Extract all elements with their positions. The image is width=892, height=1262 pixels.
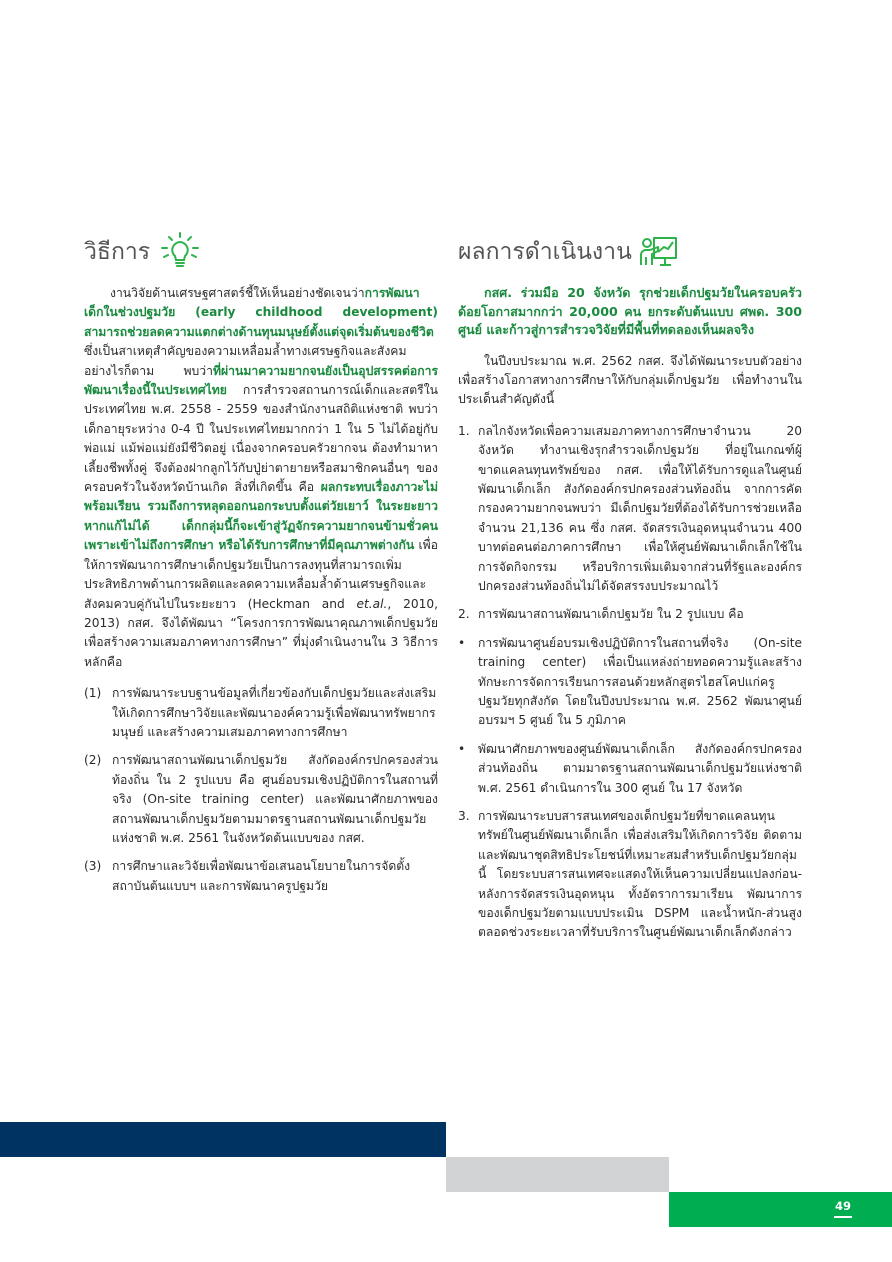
footer-band-navy [0,1122,446,1157]
result-text: การพัฒนาศูนย์อบรมเชิงปฏิบัติการในสถานที่จริง (On-site training center) เพื่อเป็นแหล่งถ่ายทอดความรู้และสร้างทักษะการจัดการเรียนการสอนด้วยหลักสูตรไฮสโคปแก่ครูปฐมวัยทุกสังกัด โดยในปีงบประมาณ พ.ศ. 2562 พัฒนาศูนย์อบรมฯ 5 ศูนย์ ใน 5 ภูมิภาค [478,635,802,728]
methods-title: วิธีการ [84,239,151,265]
method-text: การพัฒนาระบบฐานข้อมูลที่เกี่ยวข้องกับเด็กปฐมวัยและส่งเสริมให้เกิดการศึกษาวิจัยและพัฒนาองค์ความรู้เพื่อพัฒนาทรัพยากรมนุษย์ และสร้างความเสมอภาคทางการศึกษา [112,686,437,739]
result-item [458,422,802,597]
method-text: การศึกษาและวิจัยเพื่อพัฒนาข้อเสนอนโยบายในการจัดตั้งสถาบันต้นแบบฯ และการพัฒนาครูปฐมวัย [112,859,411,893]
result-bullet [458,634,802,731]
result-bullet [458,740,802,798]
result-text: กลไกจังหวัดเพื่อความเสมอภาคทางการศึกษาจำนวน 20 จังหวัด ทำงานเชิงรุกสำรวจเด็กปฐมวัย ที่อยู่ในเกณฑ์ผู้ขาดแคลนทุนทรัพย์ของ กสศ. เพื่อให้ได้รับการดูแลในศูนย์พัฒนาเด็กเล็ก สังกัดองค์กรปกครองส่วนท้องถิ่น จากการคัดกรองความยากจนพบว่า มีเด็กปฐมวัยที่ต้องได้รับการช่วยเหลือ จำนวน 21,136 คน ซึ่ง กสศ. จัดสรรเงินอุดหนุนจำนวน 400 บาทต่อคนต่อภาคการศึกษา เพื่อให้ศูนย์พัฒนาเด็กเล็กใช้ในการจัดกิจกรรม หรือบริการเพิ่มเติมจากส่วนที่รัฐและองค์กรปกครองส่วนท้องถิ่นไม่ได้จัดสรรงบประมาณไว้ [478,423,802,593]
method-number: (1) [84,686,102,701]
results-section [458,230,802,943]
results-heading [458,230,802,274]
intro-text-1: งานวิจัยด้านเศรษฐศาสตร์ชี้ให้เห็นอย่างชัดเจนว่า [110,286,365,300]
bullet-icon: • [458,635,466,650]
intro-highlight-2: ที่ผ่านมาความยากจนยังเป็นอุปสรรคต่อการพัฒนาเรื่องนี้ในประเทศไทย [84,363,438,398]
method-number: (3) [84,859,102,874]
result-item [458,605,802,624]
result-item [458,807,802,943]
results-title: ผลการดำเนินงาน [458,239,632,265]
intro-text-2: ซึ่งเป็นสาเหตุสำคัญของความเหลื่อมล้ำทางเศรษฐกิจและสังคม อย่างไรก็ตาม พบว่า [84,344,407,378]
result-text: การพัฒนาสถานพัฒนาเด็กปฐมวัย ใน 2 รูปแบบ คือ [478,607,744,622]
bullet-icon: • [458,741,466,756]
method-item [84,857,438,896]
method-item [84,751,438,848]
lightbulb-icon [156,232,204,272]
result-text: การพัฒนาระบบสารสนเทศของเด็กปฐมวัยที่ขาดแคลนทุนทรัพย์ในศูนย์พัฒนาเด็กเล็ก เพื่อส่งเสริมให้เกิดการวิจัย ติดตาม และพัฒนาชุดสิทธิประโยชน์ที่เหมาะสมสำหรับเด็กปฐมวัยกลุ่มนี้ โดยระบบสารสนเทศจะแสดงให้เห็นความเปลี่ยนแปลงก่อน-หลังการจัดสรรเงินอุดหนุน ทั้งอัตราการมาเรียน พัฒนาการของเด็กปฐมวัยตามแบบประเมิน DSPM และน้ำหนัก-ส่วนสูง ตลอดช่วงระยะเวลาที่รับบริการในศูนย์พัฒนาเด็กเล็กดังกล่าว [478,809,802,940]
result-number: 1. [458,423,470,438]
results-lead: กสศ. ร่วมมือ 20 จังหวัด รุกช่วยเด็กปฐมวัยในครอบครัวด้อยโอกาสมากกว่า 20,000 คน ยกระดับต้นแบบ ศพด. 300 ศูนย์ และก้าวสู่การสำรวจวิจัยที่มีพื้นที่ทดลองเห็นผลจริง [458,285,802,337]
result-text: พัฒนาศักยภาพของศูนย์พัฒนาเด็กเล็ก สังกัดองค์กรปกครองส่วนท้องถิ่น ตามมาตรฐานสถานพัฒนาเด็กปฐมวัยแห่งชาติ พ.ศ. 2561 ดำเนินการใน 300 ศูนย์ ใน 17 จังหวัด [478,741,802,795]
method-number: (2) [84,753,102,768]
intro-text-3: การสำรวจสถานการณ์เด็กและสตรีในประเทศไทย พ.ศ. 2558 - 2559 ของสำนักงานสถิติแห่งชาติ พบว่า เด็กอายุระหว่าง 0-4 ปี ในประเทศไทยมากกว่า 1 ใน 5 ไม่ได้อยู่กับพ่อแม่ แม้พ่อแม่ยังมีชีวิตอยู่ เนื่องจากครอบครัวยากจน ต้องทำมาหาเลี้ยงชีพทั้งคู่ จึงต้องฝากลูกไว้กับปู่ย่าตายายหรือสมาชิกคนอื่นๆ ของครอบครัวในจังหวัดบ้านเกิด สิ่งที่เกิดขึ้น คือ [84,383,438,495]
methods-section [84,230,438,896]
footer-band-green [669,1192,892,1227]
footer-band-gray [446,1157,669,1192]
intro-text-4: เพื่อให้การพัฒนาการศึกษาเด็กปฐมวัยเป็นการลงทุนที่สามารถเพิ่มประสิทธิภาพด้านการผลิตและลดความเหลื่อมล้ำด้านเศรษฐกิจและสังคมควบคู่กันไปในระยะยาว (Heckman and [84,538,438,611]
result-number: 2. [458,607,470,622]
result-number: 3. [458,809,470,824]
page-number: 49 [834,1199,851,1213]
intro-highlight-1: การพัฒนาเด็กในช่วงปฐมวัย (early childhood development) สามารถช่วยลดความแตกต่างด้านทุนมนุษย์ตั้งแต่จุดเริ่มต้นของชีวิต [84,286,438,339]
intro-text-5: , 2010, 2013) กสศ. จึงได้พัฒนา “โครงการการพัฒนาคุณภาพเด็กปฐมวัยเพื่อสร้างความเสมอภาคทางการศึกษา” ที่มุ่งดำเนินงานใน 3 วิธีการหลักคือ [84,596,438,669]
teacher-board-icon [638,235,678,269]
results-intro: ในปีงบประมาณ พ.ศ. 2562 กสศ. จึงได้พัฒนาระบบตัวอย่างเพื่อสร้างโอกาสทางการศึกษาให้กับกลุ่มเด็กปฐมวัย เพื่อทำงานในประเด็นสำคัญดังนี้ [458,353,802,407]
intro-highlight-3: ผลกระทบเรื่องภาวะไม่พร้อมเรียน รวมถึงการหลุดออกนอกระบบตั้งแต่วัยเยาว์ ในระยะยาวหากแก้ไม่ได้ เด็กกลุ่มนี้ก็จะเข้าสู่วัฏจักรความยากจนข้ามชั่วคน เพราะเข้าไม่ถึงการศึกษา หรือได้รับการศึกษาที่มีคุณภาพต่างกัน [84,480,438,553]
page-number-underline [834,1216,852,1218]
intro-italic: et.al. [356,596,388,611]
method-text: การพัฒนาสถานพัฒนาเด็กปฐมวัย สังกัดองค์กรปกครองส่วนท้องถิ่น ใน 2 รูปแบบ คือ ศูนย์อบรมเชิงปฏิบัติการในสถานที่จริง (On-site training center) และพัฒนาศักยภาพของสถานพัฒนาเด็กปฐมวัยตามมาตรฐานสถานพัฒนาเด็กปฐมวัยแห่งชาติ พ.ศ. 2561 ในจังหวัดต้นแบบของ กสศ. [112,753,438,845]
method-item [84,684,438,742]
methods-heading [84,230,438,274]
methods-intro [84,284,438,672]
